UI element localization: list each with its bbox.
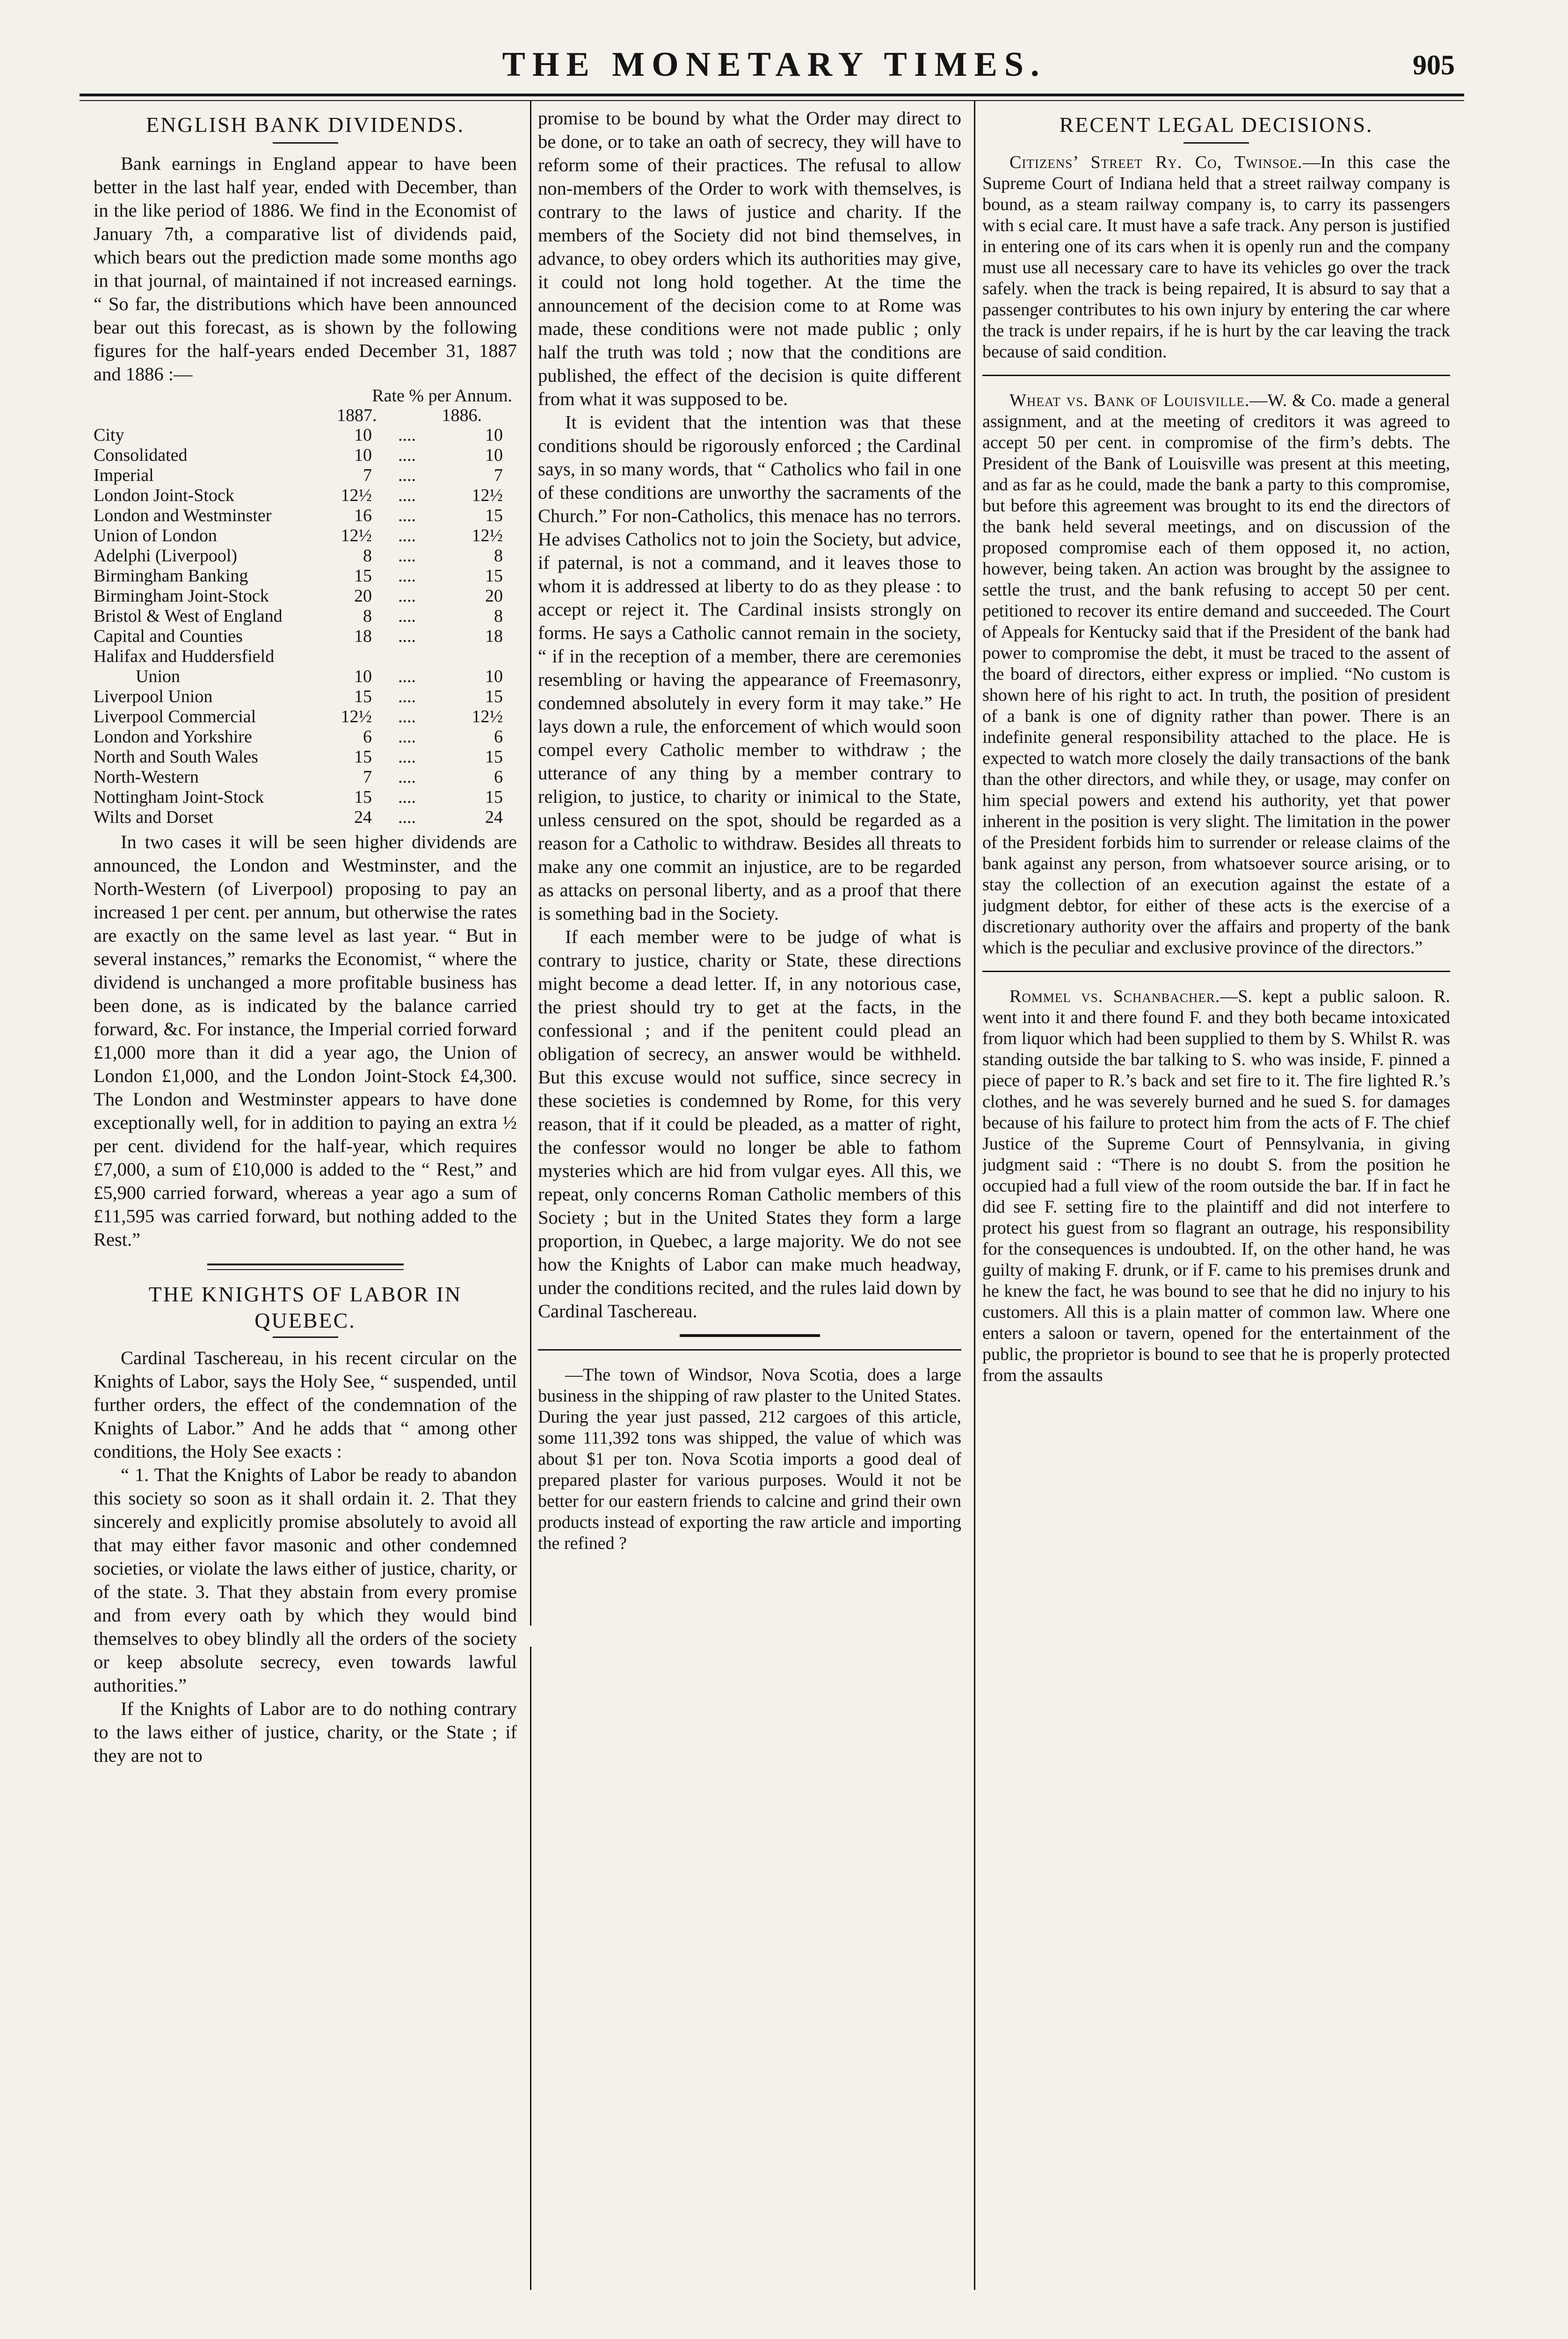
- bank-name: London Joint-Stock: [94, 486, 234, 505]
- heading-underline: [273, 1337, 338, 1338]
- leader-dots: ....: [398, 727, 416, 747]
- paragraph: If each member were to be judge of what is contrary to justice, charity or State, these directions might become a dead letter. If, in any notorious case, the priest should try to get at the facts, in the confessional ; and if the penitent could plead an obligation of secrecy, an answer would be withheld. But this excuse would not suffice, since secrecy in these societies is condemned by Rome, for this very reason, that if it could be pleaded, as a matter of right, the confessor would no longer be able to fathom mysteries which are hid from vulgar eyes. All this, we repeat, only concerns Roman Catholic members of this Society ; but in the United States they form a large proportion, in Quebec, a large majority. We do not see how the Knights of Labor can make much headway, under the conditions recited, and the rules laid down by Cardinal Taschereau.: [538, 926, 961, 1322]
- paragraph: If the Knights of Labor are to do nothing contrary to the laws either of justice, charity, or the State ; if they are not to: [94, 1698, 517, 1766]
- column-2: [538, 107, 961, 2291]
- rate-1886: 8: [494, 606, 503, 626]
- bank-name: Nottingham Joint-Stock: [94, 787, 264, 807]
- leader-dots: ....: [398, 687, 416, 706]
- rate-1887: 12½: [341, 486, 372, 505]
- rate-1886: 15: [485, 506, 503, 525]
- rate-1887: 20: [354, 586, 372, 606]
- leader-dots: ....: [398, 445, 416, 465]
- newspaper-title: THE MONETARY TIMES.: [502, 45, 1046, 84]
- bank-name: London and Westminster: [94, 506, 272, 525]
- bank-name: Capital and Counties: [94, 626, 243, 646]
- news-note-windsor: —The town of Windsor, Nova Scotia, does a large business in the shipping of raw plaster to the United States. During the year just passed, 212 cargoes of this article, some 111,392 tons was shipped, the value of which was about $1 per ton. Nova Scotia imports a good deal of prepared plaster for various purposes. Would it not be better for our eastern friends to calcine and grind their own products instead of exporting the raw article and importing the refined ?: [538, 1365, 961, 1553]
- rate-1886: 12½: [472, 526, 503, 545]
- paragraph: Bank earnings in England appear to have been better in the last half year, ended with December, than in the like period of 1886. We find in the Economist of January 7th, a comparative list of dividends paid, which bears out the prediction made some months ago in that journal, of maintained if not increased earnings. “ So far, the distributions which have been announced bear out this forecast, as is shown by the following figures for the half-years ended December 31, 1887 and 1886 :—: [94, 153, 517, 385]
- rate-1886: 12½: [472, 707, 503, 726]
- legal-case-citizens-street: [982, 152, 1450, 363]
- rate-1887: 6: [363, 727, 372, 747]
- section-divider: [207, 1264, 404, 1270]
- case-body: —In this case the Supreme Court of Indiana held that a street railway company is bound, as a steam railway company is, to carry its passengers with s ecial care. It must have a safe track. Any person is justified in entering one of its cars when it is openly run and the company must use all necessary care to have its vehicles go over the track safely. when the track is being repaired, It is absurd to say that a passenger contributes to his own injury by entering the car where the track is under repairs, if he is hurt by the car leaving the track because of said condition.: [982, 153, 1450, 362]
- rate-1887: 7: [363, 767, 372, 787]
- bank-name: Consolidated: [94, 445, 188, 465]
- paragraph: promise to be bound by what the Order may direct to be done, or to take an oath of secrecy, they will have to reform some of their practices. The refusal to allow non-members of the Order to work with themselves, is contrary to the laws of justice and charity. If the members of the Society did not bind themselves, in advance, to obey orders which its authorities may give, it could not long hold together. At the time the announcement of the decision come to at Rome was made, these conditions were not made public ; only half the truth was told ; now that the conditions are published, the effect of the decision is quite different from what it was supposed to be.: [538, 108, 961, 409]
- table-subheader: [94, 406, 517, 425]
- case-title: Citizens’ Street Ry. Co, Twinsoe.: [1009, 153, 1303, 172]
- leader-dots: ....: [398, 425, 416, 445]
- table-row: [94, 707, 517, 727]
- rate-1886: 15: [485, 566, 503, 586]
- column-rule-1-lower: [530, 1647, 531, 2290]
- table-row: [94, 626, 517, 646]
- leader-dots: ....: [398, 747, 416, 767]
- rate-1886: 6: [494, 767, 503, 787]
- case-divider: [982, 375, 1450, 376]
- table-row: [94, 445, 517, 465]
- bank-name: North-Western: [94, 767, 199, 787]
- heading-english-bank-dividends: ENGLISH BANK DIVIDENDS.: [145, 113, 465, 137]
- rate-1887: [339, 646, 372, 667]
- case-title: Wheat vs. Bank of Louisville.: [1009, 391, 1250, 410]
- rate-1887: 16: [354, 506, 372, 525]
- news-note-rule: [538, 1349, 961, 1351]
- rate-1887: 15: [354, 787, 372, 807]
- leader-dots: ....: [398, 626, 416, 646]
- paragraph: Cardinal Taschereau, in his recent circular on the Knights of Labor, says the Holy See, “ suspended, until further orders, the effect of the condemnation of the Knights of Labor.” And he adds that “ among other conditions, the Holy See exacts :: [94, 1347, 517, 1462]
- bank-name: Bristol & West of England: [94, 606, 283, 626]
- table-row: [94, 526, 517, 546]
- table-row: [94, 767, 517, 787]
- table-row: [94, 486, 517, 506]
- bank-name: Birmingham Banking: [94, 566, 248, 586]
- paragraph: It is evident that the intention was that these conditions should be rigorously enforced ; the Cardinal says, in so many words, that “ Catholics who fail in one of these conditions are unworthy the sacraments of the Church.” For non-Catholics, this menace has no terrors. He advises Catholics not to join the Society, but advice, if paternal, is not a command, and it leaves those to whom it is addressed at liberty to do as they please : to accept or reject it. The Cardinal insists strongly on forms. He says a Catholic cannot remain in the society, “ if in the reception of a member, there are ceremonies resembling or having the appearance of Freemasonry, condemned absolutely in every form it may take.” He lays down a rule, the enforcement of which would soon compel every Catholic member to withdraw ; the utterance of any thing by a member contrary to religion, to justice, to charity or inimical to the State, unless censured on the spot, should be regarded as a reason for a Catholic to withdraw. Besides all threats to make any one commit an injustice, are to be regarded as attacks on personal liberty, and as a proof that there is something bad in the Society.: [538, 412, 961, 924]
- table-row: [94, 787, 517, 807]
- rate-1887: 24: [354, 807, 372, 827]
- table-row: [94, 425, 517, 445]
- masthead-rule: [80, 94, 1464, 96]
- paragraph: In two cases it will be seen higher dividends are announced, the London and Westminster, and the North-Western (of Liverpool) proposing to pay an increased 1 per cent. per annum, but otherwise the rates are exactly on the same level as last year. “ But in several instances,” remarks the Economist, “ where the dividend is unchanged a more profitable business has been done, as is indicated by the balance carried forward, &c. For instance, the Imperial corried forward £1,000 more than it did a year ago, the Union of London £1,000, and the London Joint-Stock £4,300. The London and Westminster appears to have done exceptionally well, for in addition to paying an extra ½ per cent. dividend for the half-year, which requires £7,000, a sum of £10,000 is added to the “ Rest,” and £5,900 carried forward, whereas a year ago a sum of £11,595 was carried forward, but nothing added to the Rest.”: [94, 831, 517, 1250]
- rate-1887: 15: [354, 747, 372, 767]
- rate-1886: 10: [485, 667, 503, 686]
- leader-dots: ....: [398, 667, 416, 686]
- column-1: [94, 107, 517, 2291]
- rate-1887: 7: [363, 465, 372, 485]
- rate-1887: 15: [354, 687, 372, 706]
- heading-underline: [1183, 142, 1249, 144]
- legal-case-wheat-bank: [982, 390, 1450, 959]
- dividends-table: [94, 425, 517, 828]
- leader-dots: ....: [398, 606, 416, 626]
- leader-dots: ....: [398, 546, 416, 566]
- rate-1886: 18: [485, 626, 503, 646]
- bank-name: London and Yorkshire: [94, 727, 252, 747]
- case-body: —W. & Co. made a general assignment, and at the meeting of creditors it was agreed to accept 50 per cent. in compromise of the firm’s debts. The President of the Bank of Louisville was present at this meeting, and as far as he could, made the bank a party to this compromise, but before this agreement was brought to its end the directors of the bank held several meetings, and on discussion of the proposed compromise each of them opposed it, no action, however, being taken. An action was brought by the assignee to settle the trust, and the bank refusing to accept 50 per cent. petitioned to recover its entire demand and succeeded. The Court of Appeals for Kentucky said that if the President of the bank had power to compromise the debt, it must be traced to the assent of the board of directors, either express or implied. “No custom is shown here of his right to act. In truth, the position of president of a bank is one of dignity rather than power. There is an indefinite general responsibility attached to the place. He is expected to watch more closely the daily transactions of the bank than the other directors, and while they, or usage, may confer on him special powers and extend his authority, yet that power inherent in the position is very slight. The limitation in the power of the President forbids him to surrender or release claims of the bank against any person, from whatsoever source arising, or to stay the collection of an execution against the estate of a judgment debtor, for either of these acts is the exercise of a discretionary authority over the affairs and property of the bank which is the peculiar and exclusive province of the directors.”: [982, 391, 1450, 958]
- rate-1887: 12½: [341, 707, 372, 726]
- heading-knights-of-labor-quebec: QUEBEC.: [254, 1308, 356, 1332]
- rate-1886: 7: [494, 465, 503, 485]
- table-col-1887: 1887.: [337, 406, 377, 425]
- heading-recent-legal-decisions: RECENT LEGAL DECISIONS.: [1059, 113, 1373, 137]
- rate-1887: 18: [354, 626, 372, 646]
- table-row: [94, 465, 517, 486]
- case-divider: [982, 971, 1450, 972]
- bank-name: Adelphi (Liverpool): [94, 546, 238, 566]
- bank-name: Wilts and Dorset: [94, 807, 213, 827]
- rate-1886: 15: [485, 687, 503, 706]
- table-row: [94, 807, 517, 828]
- rate-1886: 6: [494, 727, 503, 747]
- rate-1886: 15: [485, 787, 503, 807]
- case-body: —S. kept a public saloon. R. went into it and there found F. and they both became intoxicated from liquor which had been supplied to them by S. Whilst R. was standing outside the bar talking to S. who was inside, F. pinned a piece of paper to R.’s back and set fire to it. The fire lighted R.’s clothes, and he was severely burned and he sued S. for damages because of his failure to protect him from the acts of F. The chief Justice of the Supreme Court of Pennsylvania, in giving judgment said : “There is no doubt S. from the position he occupied had a full view of the room outside the bar. If in fact he did see F. setting fire to the plaintiff and did not interfere to protect his guest from so flagrant an outrage, his responsibility for the consequences is undoubted. If, on the other hand, he was guilty of making F. drunk, or if F. came to his premises drunk and he knew the fact, he was bound to see that he did no injury to his customers. All this is a plain matter of common law. Where one enters a saloon or tavern, opened for the entertainment of the public, the proprietor is bound to see that he is properly protected from the assaults: [982, 987, 1450, 1385]
- table-row: [94, 727, 517, 747]
- page-number: 905: [1413, 50, 1455, 80]
- bank-name: Union of London: [94, 526, 217, 545]
- heading-knights-of-labor: THE KNIGHTS OF LABOR IN: [148, 1282, 462, 1306]
- bank-name: City: [94, 425, 124, 445]
- table-row: [94, 566, 517, 586]
- bank-name: North and South Wales: [94, 747, 258, 767]
- article-divider: [680, 1334, 820, 1337]
- table-row: [94, 506, 517, 526]
- rate-1887: 8: [363, 546, 372, 566]
- paragraph: “ 1. That the Knights of Labor be ready to abandon this society so soon as it shall ordain it. 2. That they sincerely and explicitly promise absolutely to avoid all that may either favor masonic and other condemned societies, or violate the laws either of justice, charity, or of the state. 3. That they abstain from every promise and from every oath by which they would bind themselves to obey blindly all the orders of the society or keep absolute secrecy, even towards lawful authorities.”: [94, 1464, 517, 1696]
- rate-1886: 20: [485, 586, 503, 606]
- bank-name: Liverpool Union: [94, 687, 213, 706]
- bank-name: Birmingham Joint-Stock: [94, 586, 269, 606]
- table-row: [94, 586, 517, 606]
- leader-dots: ....: [398, 526, 416, 545]
- leader-dots: ....: [398, 807, 416, 827]
- leader-dots: ....: [398, 707, 416, 726]
- leader-dots: ....: [398, 787, 416, 807]
- bank-name: Halifax and Huddersfield: [94, 646, 275, 666]
- leader-dots: ....: [398, 465, 416, 485]
- heading-underline: [273, 142, 338, 144]
- table-header: Rate % per Annum.: [372, 386, 512, 406]
- rate-1887: 10: [354, 425, 372, 445]
- column-rule-2: [974, 101, 975, 2290]
- table-row: [94, 687, 517, 707]
- rate-1886: 15: [485, 747, 503, 767]
- rate-1886: 12½: [472, 486, 503, 505]
- rate-1887: 10: [354, 667, 372, 686]
- rate-1886: 8: [494, 546, 503, 566]
- table-row: [94, 667, 517, 687]
- table-row: [94, 606, 517, 626]
- rate-1887: 12½: [341, 526, 372, 545]
- bank-name: Imperial: [94, 465, 154, 485]
- leader-dots: ....: [398, 506, 416, 525]
- rate-1886: [442, 646, 517, 667]
- masthead-rule-thin: [80, 100, 1464, 101]
- masthead: [94, 41, 1455, 88]
- bank-name: Union: [136, 667, 180, 686]
- leader-dots: ....: [398, 767, 416, 787]
- column-rule-1: [530, 101, 531, 1626]
- bank-name: Liverpool Commercial: [94, 707, 256, 726]
- rate-1886: 10: [485, 445, 503, 465]
- leader-dots: [372, 646, 442, 667]
- leader-dots: ....: [398, 486, 416, 505]
- table-row: [94, 646, 517, 667]
- rate-1887: 8: [363, 606, 372, 626]
- table-row: [94, 546, 517, 566]
- rate-1887: 10: [354, 445, 372, 465]
- column-3: [982, 107, 1450, 2291]
- legal-case-rommel: [982, 986, 1450, 1386]
- case-title: Rommel vs. Schanbacher.: [1009, 987, 1220, 1006]
- table-row: [94, 747, 517, 767]
- rate-1886: 24: [485, 807, 503, 827]
- leader-dots: ....: [398, 586, 416, 606]
- table-col-1886: 1886.: [442, 406, 482, 425]
- leader-dots: ....: [398, 566, 416, 586]
- rate-1886: 10: [485, 425, 503, 445]
- rate-1887: 15: [354, 566, 372, 586]
